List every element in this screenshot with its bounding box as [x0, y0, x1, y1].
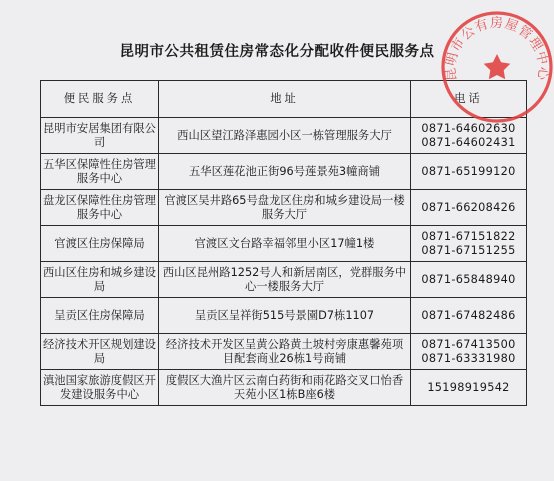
service-point-address: 五华区莲花池正街96号莲景苑3幢商铺 [159, 154, 411, 190]
phone-number: 0871-64602431 [421, 135, 516, 149]
seal-star-icon [484, 54, 511, 79]
document-title: 昆明市公共租赁住房常态化分配收件便民服务点 [119, 44, 435, 60]
service-point-address: 西山区昆州路1252号人和新居南区，党群服务中心一楼服务大厅 [159, 262, 411, 298]
service-point-address: 呈贡区呈祥街515号景園D7栋1107 [159, 298, 411, 334]
service-point-address: 西山区望江路泽惠园小区一栋管理服务大厅 [159, 118, 411, 154]
table-row [41, 298, 527, 334]
service-point-name: 五华区保障性住房管理服务中心 [41, 154, 159, 190]
service-point-name: 呈贡区住房保障局 [41, 298, 159, 334]
service-point-phone [411, 370, 527, 406]
service-point-name: 昆明市安居集团有限公司 [41, 118, 159, 154]
service-point-name: 经济技术开区规划建设局 [41, 334, 159, 370]
service-point-phone [411, 262, 527, 298]
phone-number: 0871-67482486 [421, 308, 516, 322]
phone-number: 0871-64602630 [421, 121, 516, 135]
seal-text: 昆明市公有房屋管理中心 [443, 16, 551, 82]
table-row [41, 226, 527, 262]
service-points-table [40, 80, 527, 406]
phone-number: 0871-65848940 [421, 272, 516, 286]
service-point-address: 官渡区文台路幸福邻里小区17幢1楼 [159, 226, 411, 262]
service-point-name: 滇池国家旅游度假区开发建设服务中心 [41, 370, 159, 406]
service-point-phone [411, 154, 527, 190]
phone-number: 0871-67151255 [421, 243, 516, 257]
table-row [41, 370, 527, 406]
service-point-phone [411, 226, 527, 262]
service-point-phone [411, 190, 527, 226]
phone-number: 0871-67413500 [421, 337, 516, 351]
header-address: 地址 [159, 81, 411, 118]
service-point-name: 西山区住房和城乡建设局 [41, 262, 159, 298]
header-service-point: 便民服务点 [41, 81, 159, 118]
table-row [41, 334, 527, 370]
official-seal [438, 8, 554, 126]
header-phone: 电话 [411, 81, 527, 118]
table-row [41, 190, 527, 226]
table-row [41, 154, 527, 190]
phone-number: 0871-67151822 [421, 229, 516, 243]
service-point-phone [411, 334, 527, 370]
service-point-address: 度假区大渔片区云南白药街和雨花路交叉口怡香天苑小区1栋B座6楼 [159, 370, 411, 406]
service-point-name: 盘龙区保障性住房管理服务中心 [41, 190, 159, 226]
phone-number: 15198919542 [427, 380, 510, 394]
phone-number: 0871-66208426 [421, 200, 516, 214]
table-row [41, 262, 527, 298]
phone-number: 0871-63331980 [421, 351, 516, 365]
service-point-address: 官渡区吴井路65号盘龙区住房和城乡建设局一楼服务大厅 [159, 190, 411, 226]
service-point-address: 经济技术开发区呈黄公路黄土坡村旁康惠馨苑项目配套商业26栋1号商铺 [159, 334, 411, 370]
phone-number: 0871-65199120 [421, 164, 516, 178]
service-point-name: 官渡区住房保障局 [41, 226, 159, 262]
service-point-phone [411, 298, 527, 334]
